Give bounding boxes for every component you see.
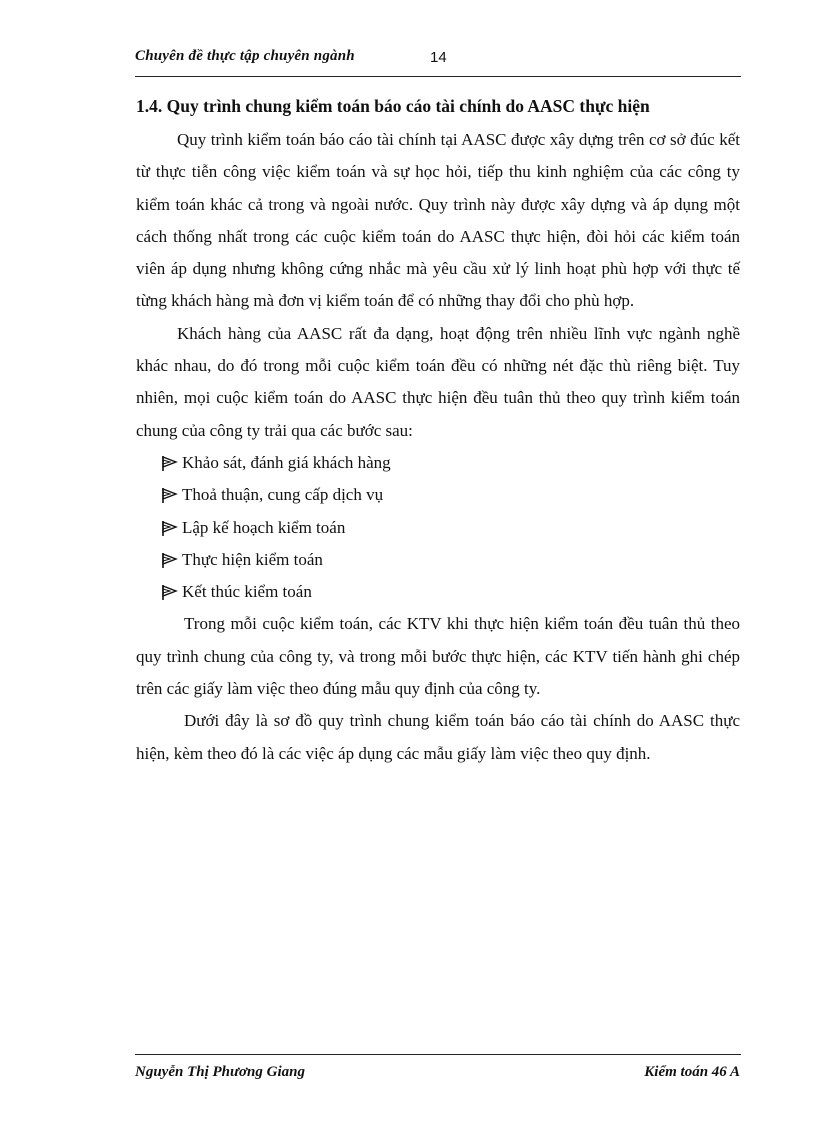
page-number: 14 [430, 49, 447, 66]
footer-class: Kiểm toán 46 A [644, 1064, 740, 1080]
paragraph: Dưới đây là sơ đồ quy trình chung kiểm toán báo cáo tài chính do AASC thực hiện, kèm theo đó là các việc áp dụng các mẫu giấy làm việc theo quy định. [136, 711, 740, 763]
list-item [160, 479, 740, 511]
list-item [160, 447, 740, 479]
page-header [135, 48, 740, 72]
paragraph: Quy trình kiểm toán báo cáo tài chính tại AASC được xây dựng trên cơ sở đúc kết từ thực tiễn công việc kiểm toán và sự học hỏi, tiếp thu kinh nghiệm của các công ty kiểm toán khác cả trong và ngoài nước. Quy trình này được xây dựng và áp dụng một cách thống nhất trong các cuộc kiểm toán do AASC thực hiện, đòi hỏi các kiểm toán viên áp dụng nhưng không cứng nhắc mà yêu cầu xử lý linh hoạt phù hợp với thực tế từng khách hàng mà đơn vị kiểm toán để có những thay đổi cho phù hợp. [136, 130, 740, 311]
list-item [160, 512, 740, 544]
paragraph: Khách hàng của AASC rất đa dạng, hoạt động trên nhiều lĩnh vực ngành nghề khác nhau, do đó trong mỗi cuộc kiểm toán đều có những nét đặc thù riêng biệt. Tuy nhiên, mọi cuộc kiểm toán do AASC thực hiện đều tuân thủ theo quy trình kiểm toán chung của công ty trải qua các bước sau: [136, 323, 740, 440]
document-body [136, 92, 740, 770]
header-title: Chuyên đề thực tập chuyên ngành [135, 48, 355, 64]
step-label: Kết thúc kiểm toán [182, 582, 312, 602]
step-label: Lập kế hoạch kiểm toán [182, 517, 346, 537]
footer-divider [135, 1054, 741, 1055]
paragraph: Trong mỗi cuộc kiểm toán, các KTV khi thực hiện kiểm toán đều tuân thủ theo quy trình chung của công ty, và trong mỗi bước thực hiện, các KTV tiến hành ghi chép trên các giấy làm việc theo đúng mẫu quy định của công ty. [136, 614, 740, 699]
flag-icon [160, 583, 178, 601]
step-label: Thoả thuận, cung cấp dịch vụ [182, 485, 384, 505]
steps-list [136, 447, 740, 608]
list-item [160, 544, 740, 576]
step-label: Khảo sát, đánh giá khách hàng [182, 452, 391, 472]
step-label: Thực hiện kiểm toán [182, 549, 323, 569]
footer-author: Nguyễn Thị Phương Giang [135, 1064, 305, 1080]
list-item [160, 576, 740, 608]
flag-icon [160, 519, 178, 537]
flag-icon [160, 486, 178, 504]
header-divider [135, 76, 741, 77]
flag-icon [160, 551, 178, 569]
flag-icon [160, 454, 178, 472]
section-heading: 1.4. Quy trình chung kiểm toán báo cáo tài chính do AASC thực hiện [136, 96, 650, 116]
